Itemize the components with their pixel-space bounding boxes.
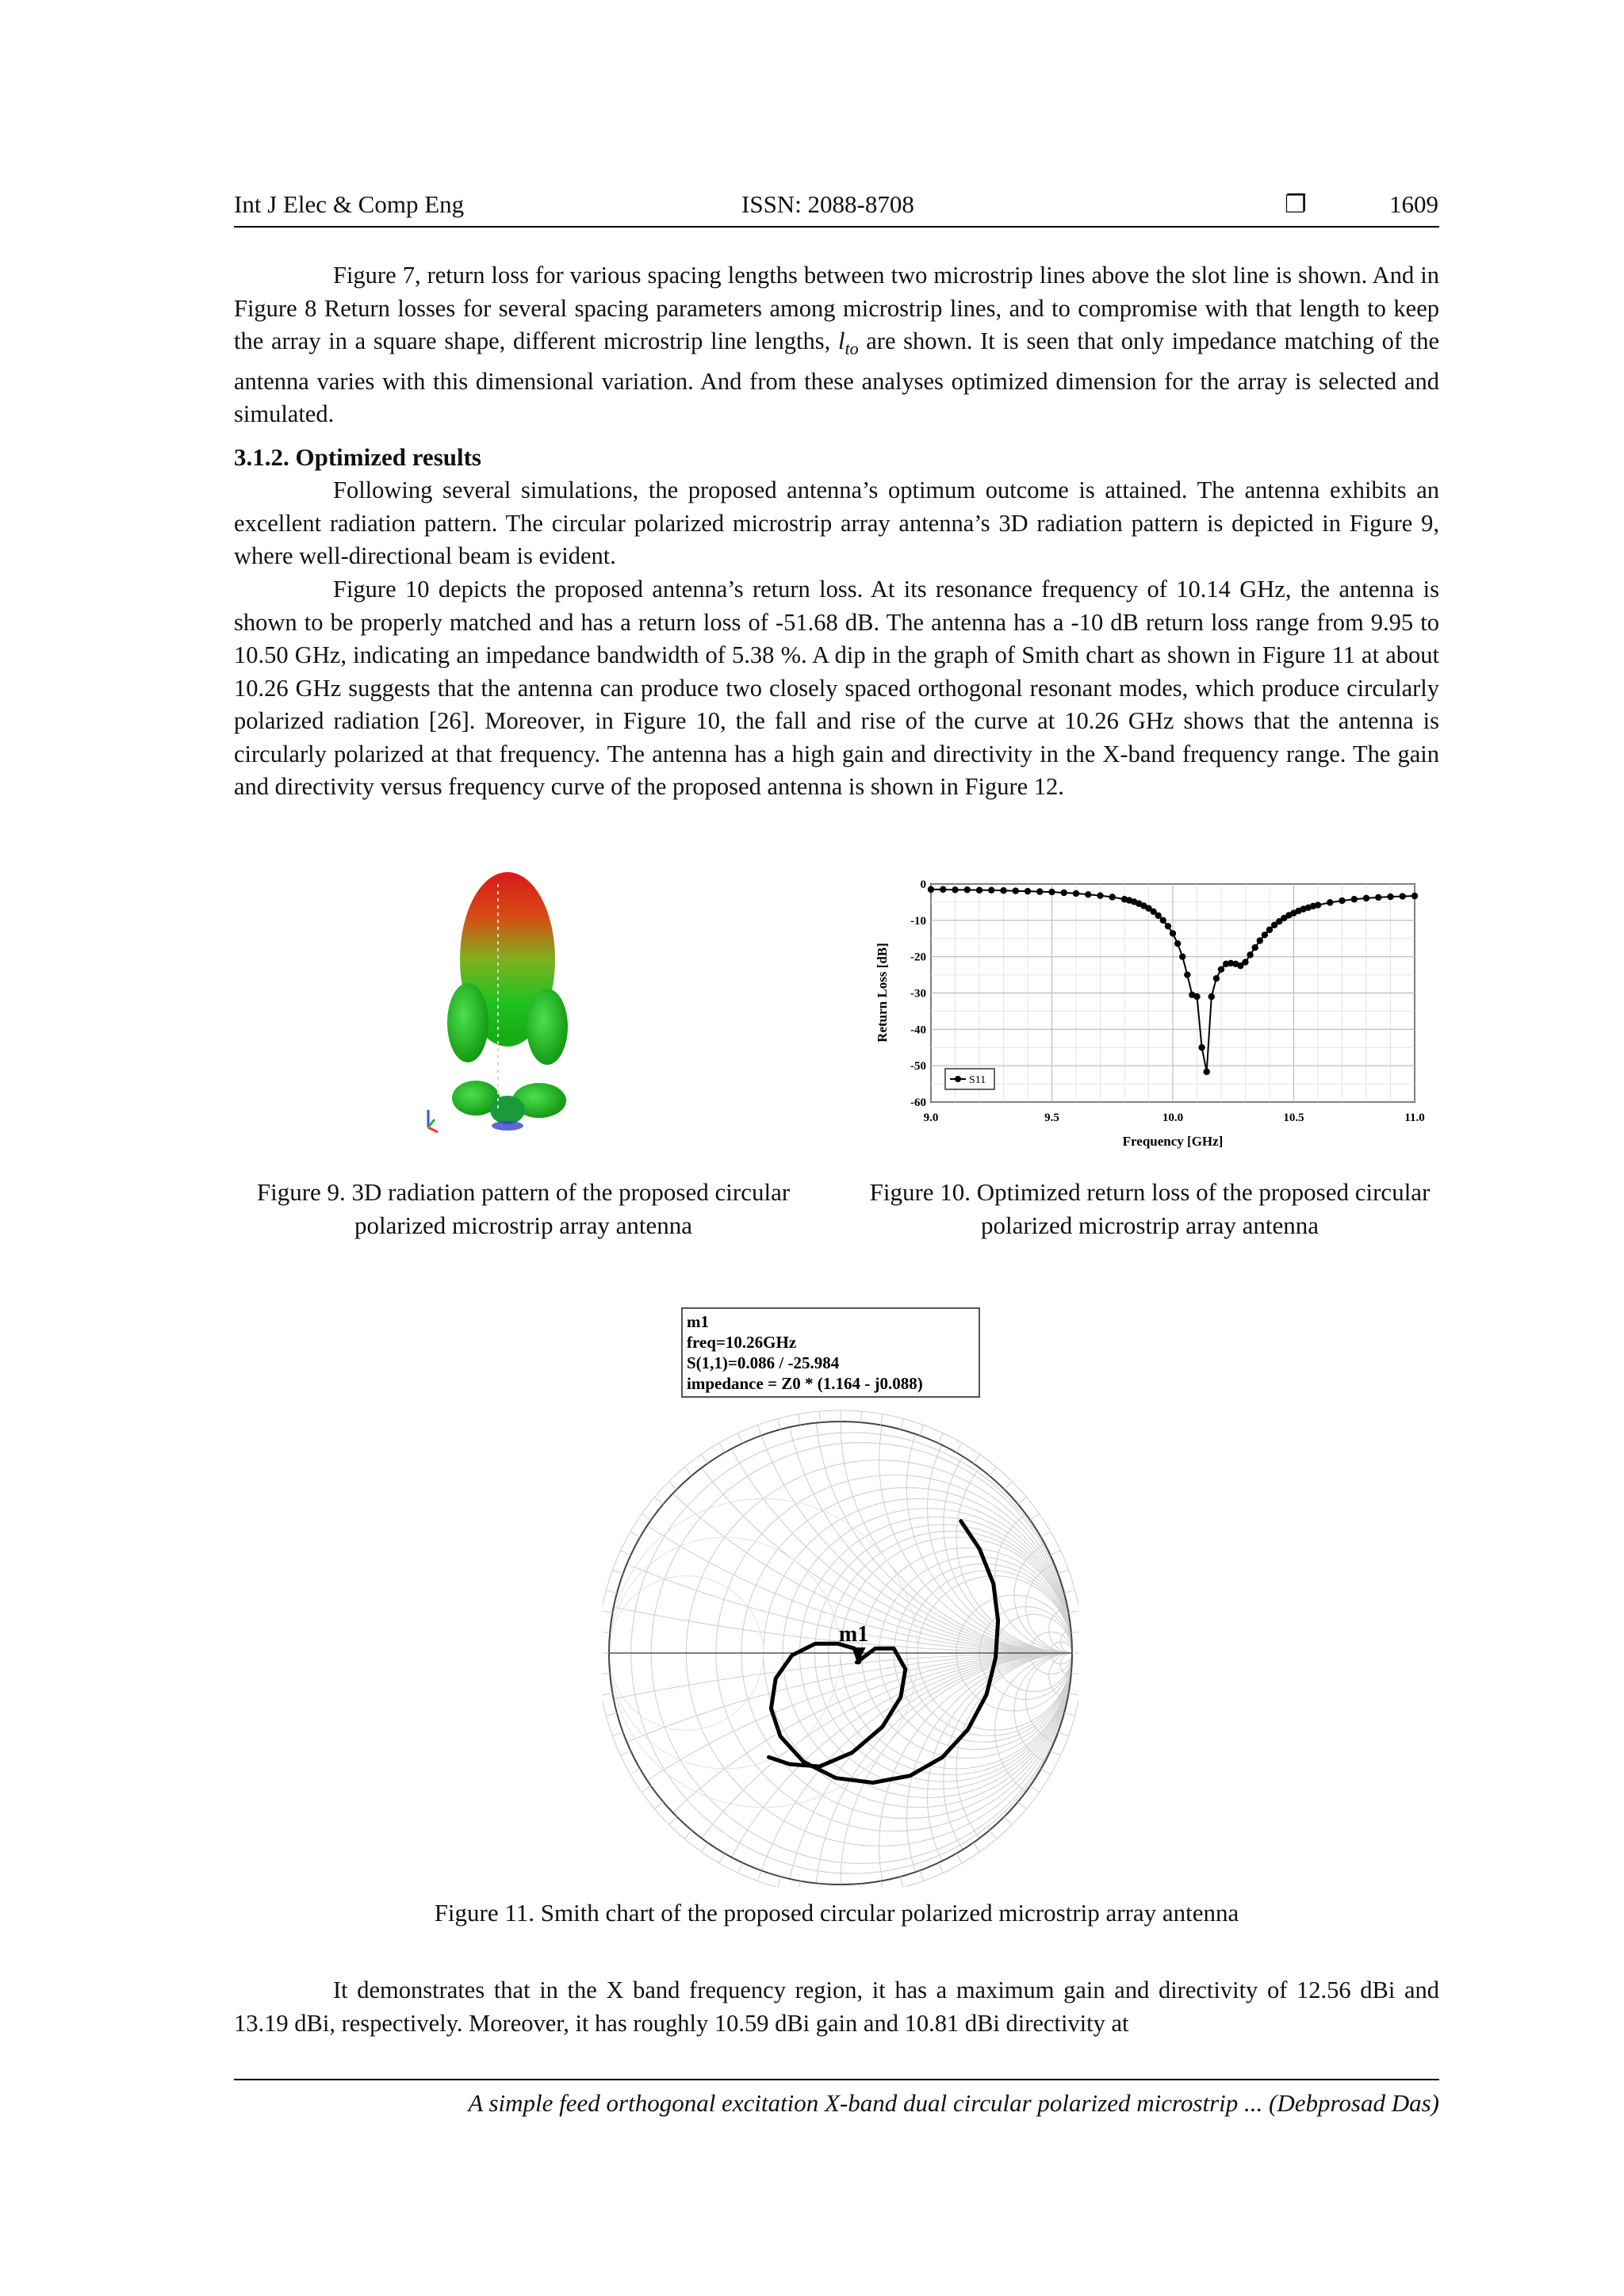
paragraph-2: Following several simulations, the proposed antenna’s optimum outcome is attained. The antenna exhibits an excellent radiation pattern. The circular polarized microstrip array antenna’s 3D radiation pattern is depicted in Figure 9, where well-directional beam is evident. bbox=[234, 476, 1439, 569]
y-tick-label: -30 bbox=[910, 987, 926, 1001]
y-tick-label: -50 bbox=[910, 1060, 926, 1073]
data-point bbox=[1085, 891, 1091, 897]
side-lobe-right bbox=[527, 989, 568, 1065]
marker-line-4: impedance = Z0 * (1.164 - j0.088) bbox=[687, 1374, 923, 1393]
data-point bbox=[952, 886, 958, 893]
marker-line-1: m1 bbox=[687, 1312, 709, 1331]
x-tick-label: 11.0 bbox=[1404, 1112, 1425, 1124]
data-point bbox=[1000, 887, 1006, 894]
data-point bbox=[1218, 966, 1224, 973]
marker-line-2: freq=10.26GHz bbox=[687, 1333, 797, 1352]
data-point bbox=[940, 886, 946, 893]
issn: ISSN: 2088-8708 bbox=[741, 190, 914, 218]
data-point bbox=[1036, 888, 1043, 894]
figure-9-caption: Figure 9. 3D radiation pattern of the proposed circular polarized microstrip array antenna bbox=[256, 1178, 791, 1239]
y-tick-label: 0 bbox=[920, 878, 926, 891]
reactance-arc bbox=[944, 1653, 1078, 1887]
data-point bbox=[1048, 889, 1055, 895]
y-tick-label: -20 bbox=[910, 951, 926, 964]
figure-11-caption: Figure 11. Smith chart of the proposed circular polarized microstrip array antenna bbox=[434, 1899, 1239, 1927]
math-symbol: l bbox=[837, 327, 845, 354]
header-rule bbox=[234, 226, 1439, 228]
marker-label: m1 bbox=[838, 1622, 869, 1647]
math-subscript: to bbox=[845, 339, 859, 359]
data-point bbox=[1411, 893, 1418, 899]
data-point bbox=[1184, 971, 1190, 978]
data-point bbox=[1025, 888, 1031, 894]
data-point bbox=[964, 886, 971, 893]
data-point bbox=[1213, 975, 1220, 982]
data-point bbox=[976, 887, 982, 894]
paragraph-4: It demonstrates that in the X band frequency region, it has a maximum gain and directivity of 12.56 dBi and 13.19 dBi, respectively. Moreover, it has roughly 10.59 dBi gain and 10.81 dBi directivity at bbox=[234, 1976, 1439, 2037]
paragraph-1: Figure 7, return loss for various spacing lengths between two microstrip lines above the slot line is shown. And in Figure 8 Return losses for several spacing parameters among microstrip lines, and to compromise with that length to keep the array in a square shape, different microstrip line lengths, $l_{to}$ are shown. It is seen that only impedance matching of the antenna varies with this dimensional variation. And from these analyses optimized dimension for the array is selected and simulated. bbox=[234, 262, 1440, 428]
data-point bbox=[1363, 895, 1369, 901]
legend bbox=[945, 1069, 994, 1089]
data-point bbox=[1266, 927, 1273, 933]
return-loss-chart bbox=[864, 872, 1435, 1165]
page-number: 1609 bbox=[1389, 190, 1438, 218]
marker-line-3: S(1,1)=0.086 / -25.984 bbox=[687, 1353, 840, 1372]
y-tick-label: -10 bbox=[910, 914, 926, 928]
back-lobe-center bbox=[490, 1096, 525, 1124]
y-tick-label: -60 bbox=[910, 1096, 926, 1109]
data-point bbox=[1013, 888, 1019, 894]
x-tick-label: 10.5 bbox=[1283, 1112, 1304, 1124]
journal-name: Int J Elec & Comp Eng bbox=[234, 190, 465, 218]
data-point bbox=[1262, 932, 1268, 938]
data-point bbox=[1375, 894, 1381, 901]
data-point bbox=[1257, 937, 1263, 943]
data-point bbox=[1242, 959, 1248, 965]
legend-label: S11 bbox=[969, 1074, 986, 1086]
data-point bbox=[1155, 913, 1162, 919]
x-tick-label: 10.0 bbox=[1162, 1112, 1184, 1124]
data-point bbox=[1327, 899, 1333, 905]
smith-chart bbox=[603, 1300, 1078, 1887]
data-point bbox=[1109, 894, 1116, 900]
x-tick-label: 9.0 bbox=[923, 1112, 939, 1124]
marker-info-box bbox=[682, 1308, 979, 1397]
data-point bbox=[1400, 893, 1406, 899]
side-lobe-left bbox=[447, 983, 488, 1062]
reactance-arc bbox=[609, 1653, 1078, 1887]
data-point bbox=[1208, 993, 1215, 1000]
data-point bbox=[1160, 917, 1166, 924]
data-point bbox=[1174, 940, 1181, 947]
x-axis-label: Frequency [GHz] bbox=[1122, 1134, 1224, 1149]
radiation-pattern-figure bbox=[412, 872, 603, 1158]
y-tick-label: -40 bbox=[910, 1024, 926, 1037]
data-point bbox=[1315, 901, 1321, 908]
box-icon: ❐ bbox=[1285, 190, 1307, 218]
data-point bbox=[1061, 890, 1067, 896]
paragraph-3: Figure 10 depicts the proposed antenna’s return loss. At its resonance frequency of 10.14 GHz, the antenna is shown to be properly matched and has a return loss of -51.68 dB. The antenna has a -10 dB return loss range from 9.95 to 10.50 GHz, indicating an impedance bandwidth of 5.38 %. A dip in the graph of Smith chart as shown in Figure 11 at about 10.26 GHz suggests that the antenna can produce two closely spaced orthogonal resonant modes, which produce circularly polarized radiation [26]. Moreover, in Figure 10, the fall and rise of the curve at 10.26 GHz shows that the antenna is circularly polarized at that frequency. The antenna has a high gain and directivity in the X-band frequency range. The gain and directivity versus frequency curve of the proposed antenna is shown in Figure 12. bbox=[234, 576, 1439, 800]
y-axis-label: Return Loss [dB] bbox=[875, 943, 890, 1043]
data-point bbox=[1204, 1069, 1210, 1075]
data-point bbox=[988, 887, 994, 894]
footer-rule bbox=[234, 2079, 1439, 2080]
section-heading: 3.1.2. Optimized results bbox=[234, 443, 481, 471]
data-point bbox=[1339, 897, 1345, 904]
data-point bbox=[1351, 896, 1358, 902]
data-point bbox=[1165, 923, 1171, 929]
data-point bbox=[1073, 890, 1079, 897]
figure-10-caption: Figure 10. Optimized return loss of the proposed circular polarized microstrip array antenna bbox=[869, 1178, 1431, 1239]
data-point bbox=[1198, 1044, 1205, 1050]
data-point bbox=[928, 886, 934, 893]
running-footer: A simple feed orthogonal excitation X-band dual circular polarized microstrip ... (Debprosad Das) bbox=[468, 2089, 1439, 2117]
data-point bbox=[1387, 894, 1393, 900]
data-point bbox=[1179, 953, 1185, 959]
x-tick-label: 9.5 bbox=[1044, 1112, 1059, 1124]
data-point bbox=[1170, 930, 1176, 936]
data-point bbox=[1193, 993, 1200, 1000]
data-point bbox=[1247, 951, 1253, 958]
data-point bbox=[1252, 944, 1258, 951]
data-point bbox=[1097, 892, 1103, 898]
